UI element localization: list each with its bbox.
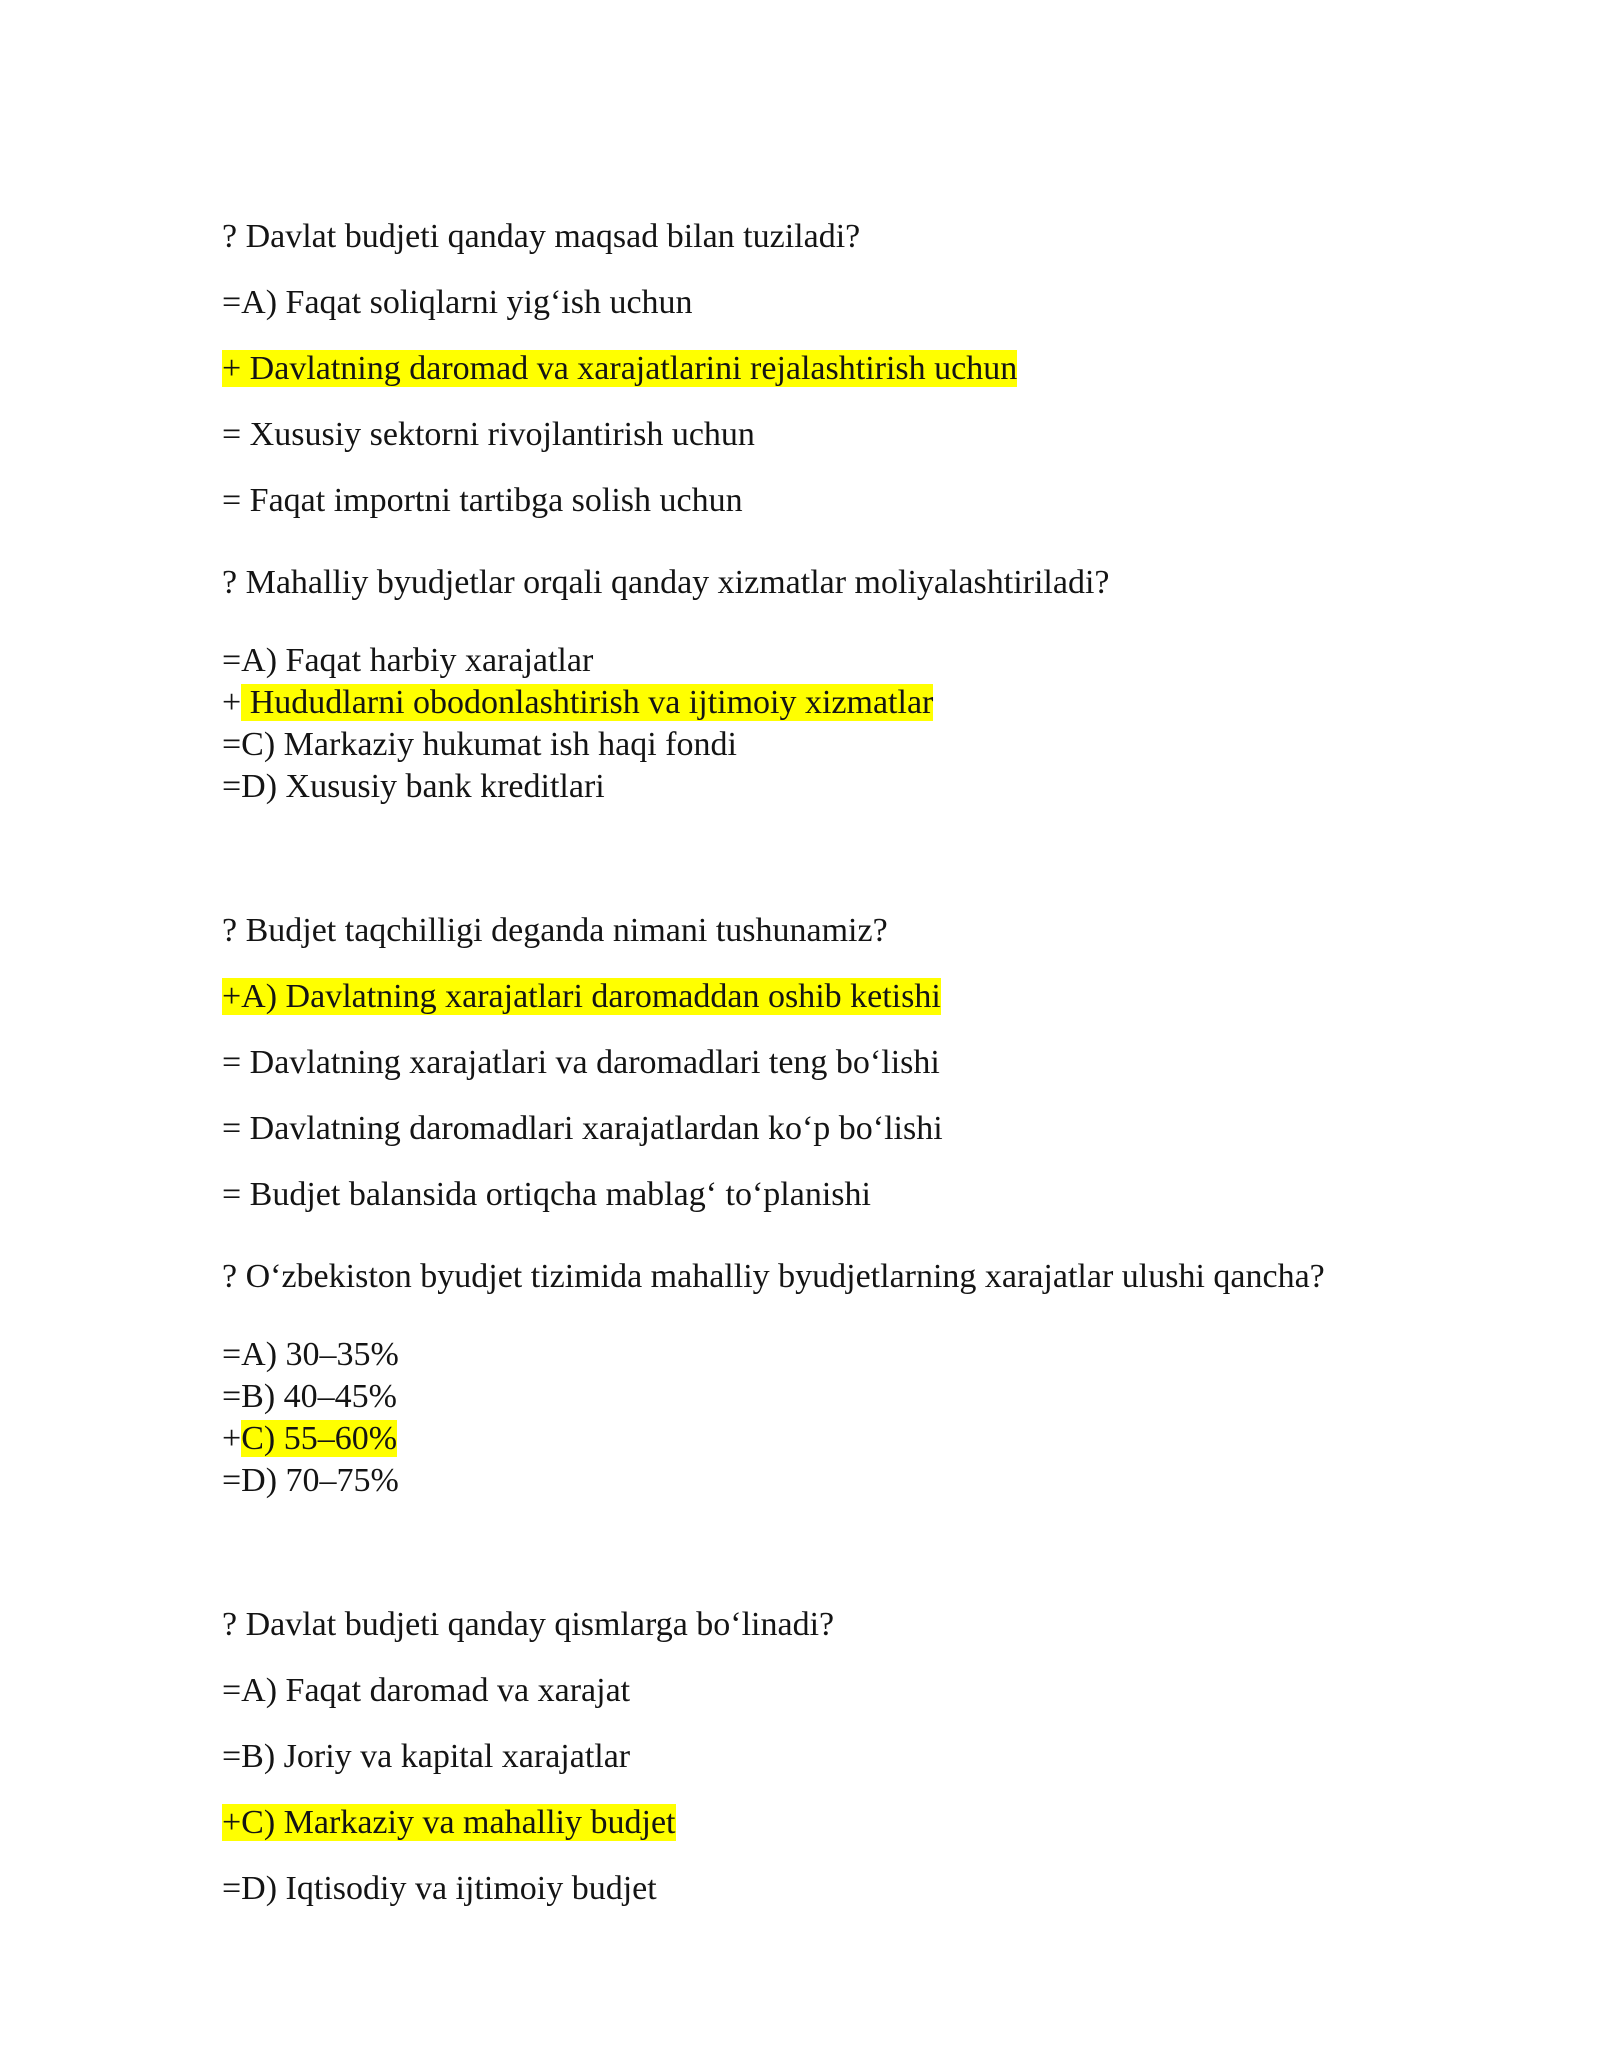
q1-option-correct — [222, 348, 1017, 390]
q4-option-d: =D) 70–75% — [222, 1462, 399, 1499]
q4-option-correct: +C) 55–60% — [222, 1420, 398, 1457]
q2-option-a: =A) Faqat harbiy xarajatlar — [222, 642, 594, 679]
q1-option-c: = Xususiy sektorni rivojlantirish uchun — [222, 416, 755, 453]
q5-option-correct — [222, 1802, 676, 1844]
q2-option-d: =D) Xususiy bank kreditlari — [222, 768, 605, 805]
q2-option-correct: + Hududlarni obodonlashtirish va ijtimoiy xizmatlar — [222, 684, 934, 721]
question-3: ? Budjet taqchilligi deganda nimani tushunamiz? — [222, 912, 888, 949]
q5-option-d: =D) Iqtisodiy va ijtimoiy budjet — [222, 1870, 657, 1907]
correct-answer-highlight: +A) Davlatning xarajatlari daromaddan oshib ketishi — [222, 978, 941, 1015]
correct-answer-highlight: + Davlatning daromad va xarajatlarini rejalashtirish uchun — [222, 350, 1018, 387]
question-2: ? Mahalliy byudjetlar orqali qanday xizmatlar moliyalashtiriladi? — [222, 564, 1110, 601]
question-4: ? O‘zbekiston byudjet tizimida mahalliy byudjetlarning xarajatlar ulushi qancha? — [222, 1258, 1325, 1295]
q5-option-a: =A) Faqat daromad va xarajat — [222, 1672, 631, 1709]
q3-option-c: = Davlatning daromadlari xarajatlardan ko‘p bo‘lishi — [222, 1110, 943, 1147]
q3-option-correct — [222, 976, 941, 1018]
q2-option-c: =C) Markaziy hukumat ish haqi fondi — [222, 726, 737, 763]
q4-option-b: =B) 40–45% — [222, 1378, 397, 1415]
correct-answer-highlight: C) 55–60% — [241, 1420, 398, 1457]
q1-option-d: = Faqat importni tartibga solish uchun — [222, 482, 743, 519]
question-5: ? Davlat budjeti qanday qismlarga bo‘linadi? — [222, 1606, 835, 1643]
q1-option-a: =A) Faqat soliqlarni yig‘ish uchun — [222, 284, 693, 321]
correct-answer-highlight: Hududlarni obodonlashtirish va ijtimoiy xizmatlar — [241, 684, 934, 721]
q5-option-b: =B) Joriy va kapital xarajatlar — [222, 1738, 631, 1775]
q3-option-b: = Davlatning xarajatlari va daromadlari teng bo‘lishi — [222, 1044, 940, 1081]
q3-option-d: = Budjet balansida ortiqcha mablag‘ to‘planishi — [222, 1176, 871, 1213]
q4-option-a: =A) 30–35% — [222, 1336, 399, 1373]
question-1: ? Davlat budjeti qanday maqsad bilan tuziladi? — [222, 218, 861, 255]
correct-answer-highlight: +C) Markaziy va mahalliy budjet — [222, 1804, 676, 1841]
